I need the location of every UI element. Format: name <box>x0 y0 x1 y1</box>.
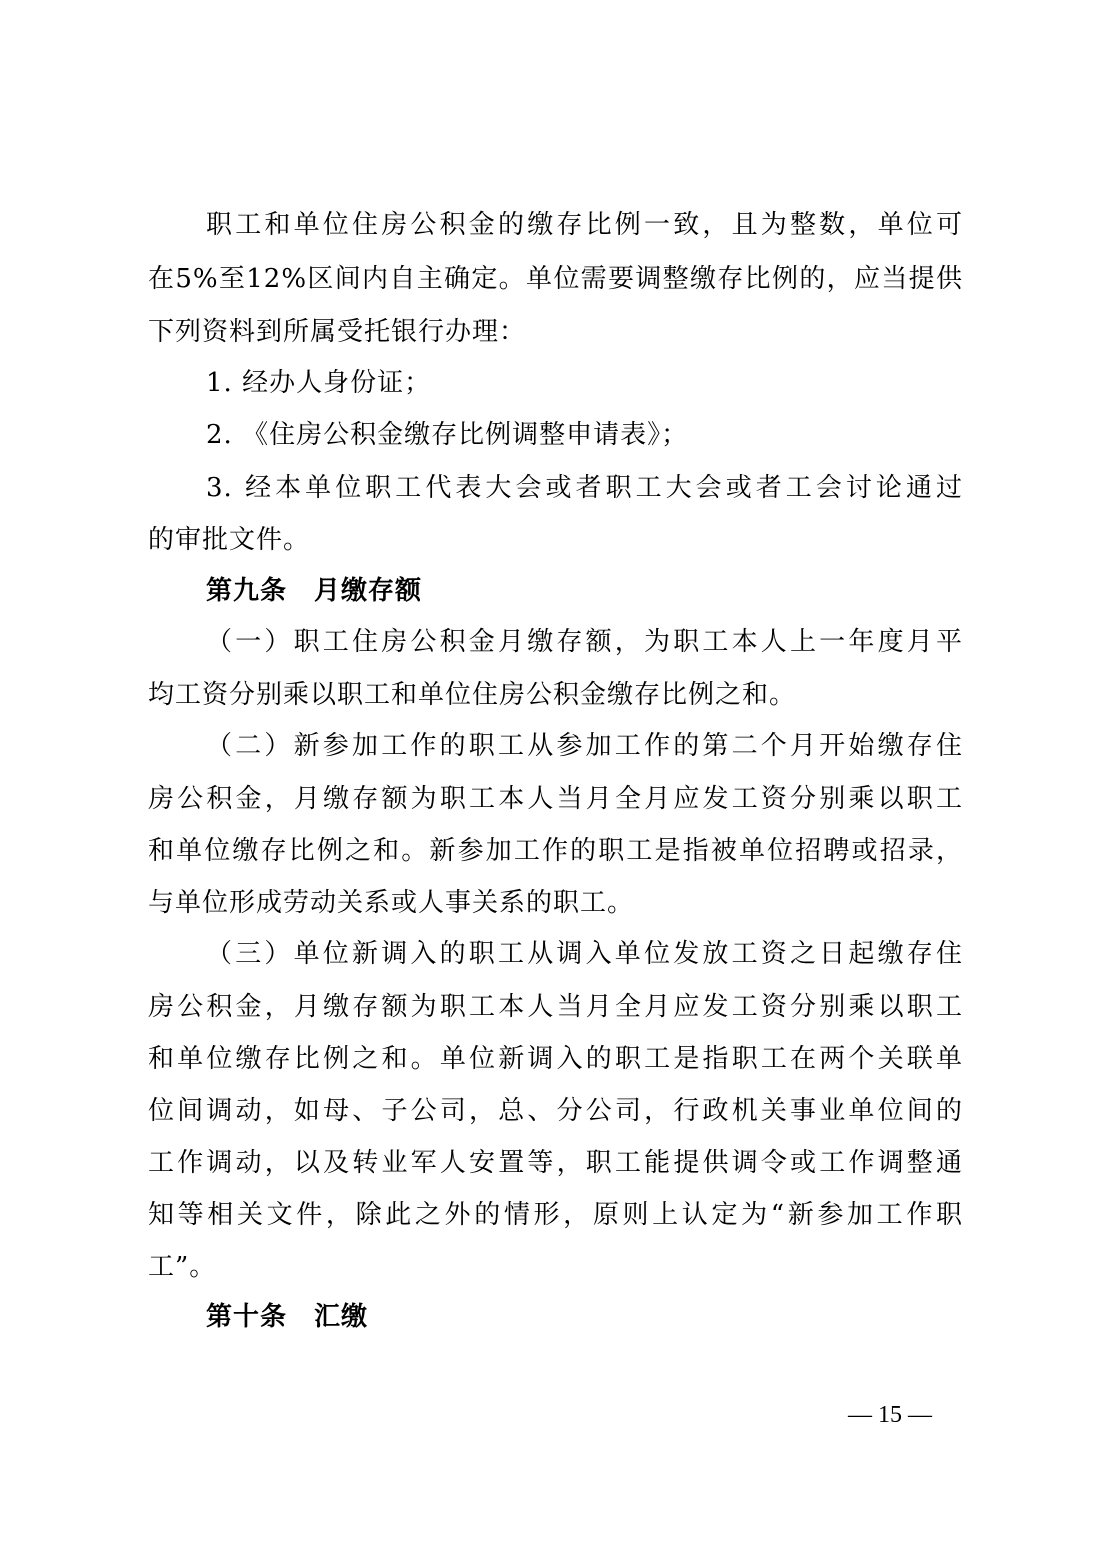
list-item: 3. 经本单位职工代表大会或者职工大会或者工会讨论通过 <box>206 473 963 503</box>
paragraph-line: 与单位形成劳动关系或人事关系的职工。 <box>148 888 635 918</box>
paragraph-line: 和单位缴存比例之和。单位新调入的职工是指职工在两个关联单 <box>148 1044 963 1074</box>
paragraph-line: 房公积金，月缴存额为职工本人当月全月应发工资分别乘以职工 <box>148 784 963 814</box>
list-item: 2. 《住房公积金缴存比例调整申请表》； <box>206 420 689 450</box>
paragraph-line: 下列资料到所属受托银行办理： <box>148 317 527 347</box>
paragraph-line: 工”。 <box>148 1252 217 1282</box>
paragraph-line: （二）新参加工作的职工从参加工作的第二个月开始缴存住 <box>206 731 963 761</box>
paragraph-line: （三）单位新调入的职工从调入单位发放工资之日起缴存住 <box>206 939 963 969</box>
paragraph-line: 知等相关文件，除此之外的情形，原则上认定为“新参加工作职 <box>148 1200 963 1230</box>
page-number: — 15 — <box>848 1402 932 1428</box>
article-heading: 第十条 汇缴 <box>206 1302 369 1332</box>
paragraph-line: 职工和单位住房公积金的缴存比例一致，且为整数，单位可 <box>206 210 963 240</box>
paragraph-line: 工作调动，以及转业军人安置等，职工能提供调令或工作调整通 <box>148 1148 963 1178</box>
paragraph-line: 和单位缴存比例之和。新参加工作的职工是指被单位招聘或招录， <box>148 836 963 866</box>
paragraph-line: 房公积金，月缴存额为职工本人当月全月应发工资分别乘以职工 <box>148 992 963 1022</box>
paragraph-line: 的审批文件。 <box>148 525 311 555</box>
article-heading: 第九条 月缴存额 <box>206 576 423 606</box>
paragraph-line: 均工资分别乘以职工和单位住房公积金缴存比例之和。 <box>148 680 797 710</box>
paragraph-line: （一）职工住房公积金月缴存额，为职工本人上一年度月平 <box>206 627 963 657</box>
paragraph-line: 位间调动，如母、子公司，总、分公司，行政机关事业单位间的 <box>148 1096 963 1126</box>
paragraph-line: 在5%至12%区间内自主确定。单位需要调整缴存比例的，应当提供 <box>148 264 963 294</box>
list-item: 1. 经办人身份证； <box>206 368 432 398</box>
